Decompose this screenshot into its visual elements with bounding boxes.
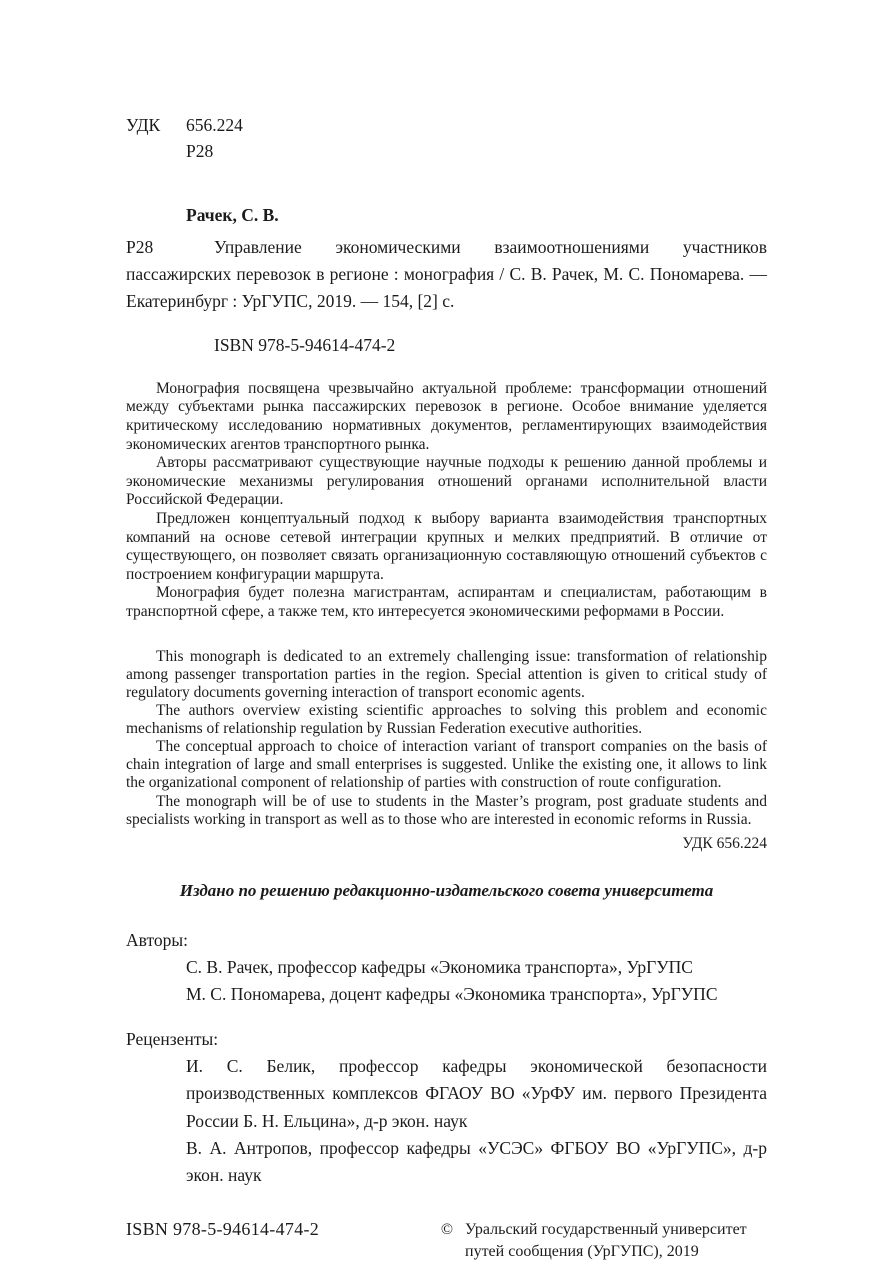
udk-label: УДК <box>126 115 161 135</box>
abstract-en-paragraph: The monograph will be of use to students in the Master’s program, post graduate students and specialists working in transport as well as to those who are interested in economic reforms in Russia. <box>126 792 767 828</box>
copyright-text: Уральский государственный университет путей сообщения (УрГУПС), 2019 <box>465 1220 747 1261</box>
abstract-ru-paragraph: Авторы рассматривают существующие научные подходы к решению данной проблемы и экономические механизмы регулирования отношений органами исполнительной власти Российской Федерации. <box>126 454 767 509</box>
abstract-ru-paragraph: Монография посвящена чрезвычайно актуальной проблеме: трансформации отношений между субъектами рынка пассажирских перевозок в регионе. Особое внимание уделяется критическому исследованию нормативных документов, регламентирующих взаимодействия экономических агентов транспортного рынка. <box>126 379 767 453</box>
udk-footer: УДК 656.224 <box>682 834 767 852</box>
edition-note: Издано по решению редакционно-издательского совета университета <box>179 880 714 900</box>
entry-author-code: Р28 <box>126 236 154 257</box>
author-item: М. С. Пономарева, доцент кафедры «Экономика транспорта», УрГУПС <box>186 984 718 1005</box>
catalog-entry <box>126 205 767 356</box>
reviewers-label: Рецензенты: <box>126 1029 219 1050</box>
reviewer-item: И. С. Белик, профессор кафедры экономической безопасности производственных комплексов ФГАОУ ВО «УрФУ им. первого Президента России Б. Н. Ельцина», д-р экон. наук <box>186 1056 767 1131</box>
classification-block <box>126 112 767 165</box>
entry-description: Управление экономическими взаимоотношениями участников пассажирских перевозок в регионе : монография / С. В. Рачек, М. С. Пономарева. — Екатеринбург : УрГУПС, 2019. — 154, [2] с. <box>126 236 767 311</box>
abstract-en-paragraph: The conceptual approach to choice of interaction variant of transport companies on the basis of chain integration of large and small enterprises is suggested. Unlike the existing one, it allows to link the organizational component of relationship of parties with construction of route configuration. <box>126 738 767 792</box>
reviewer-item: В. А. Антропов, профессор кафедры «УСЭС» ФГБОУ ВО «УрГУПС», д-р экон. наук <box>186 1137 767 1185</box>
entry-author-heading: Рачек, С. В. <box>186 204 279 225</box>
abstract-en-paragraph: The authors overview existing scientific approaches to solving this problem and economic mechanisms of relationship regulation by Russian Federation executive authorities. <box>126 701 767 738</box>
copyright-block <box>441 1219 767 1264</box>
entry-body <box>126 234 767 315</box>
abstract-russian <box>126 380 767 622</box>
abstract-ru-paragraph: Предложен концептуальный подход к выбору варианта взаимодействия транспортных компаний на основе сетевой интеграции крупных и мелких предприятий. В отличие от существующего, он позволяет связать организационную составляющую отношений субъектов с построением конфигурации маршрута. <box>126 510 767 583</box>
copyright-symbol: © <box>440 1220 453 1238</box>
imprint-footer <box>126 1219 767 1264</box>
entry-isbn: ISBN 978-5-94614-474-2 <box>214 334 396 355</box>
abstract-ru-paragraph: Монография будет полезна магистрантам, аспирантам и специалистам, работающим в транспортной сфере, а также тем, кто интересуется экономическими реформами в России. <box>126 584 767 620</box>
abstract-english <box>126 648 767 829</box>
footer-isbn: ISBN 978-5-94614-474-2 <box>126 1218 320 1239</box>
author-code: Р28 <box>186 141 214 162</box>
author-item: С. В. Рачек, профессор кафедры «Экономика транспорта», УрГУПС <box>186 956 693 977</box>
abstract-en-paragraph: This monograph is dedicated to an extremely challenging issue: transformation of relationship among passenger transportation parties in the region. Special attention is given to critical study of regulatory documents governing interaction of transport economic agents. <box>126 647 767 701</box>
authors-label: Авторы: <box>126 929 189 950</box>
udk-line <box>126 112 767 138</box>
udk-value: 656.224 <box>186 115 243 135</box>
authors-section <box>126 927 767 1008</box>
reviewers-section <box>126 1026 767 1189</box>
